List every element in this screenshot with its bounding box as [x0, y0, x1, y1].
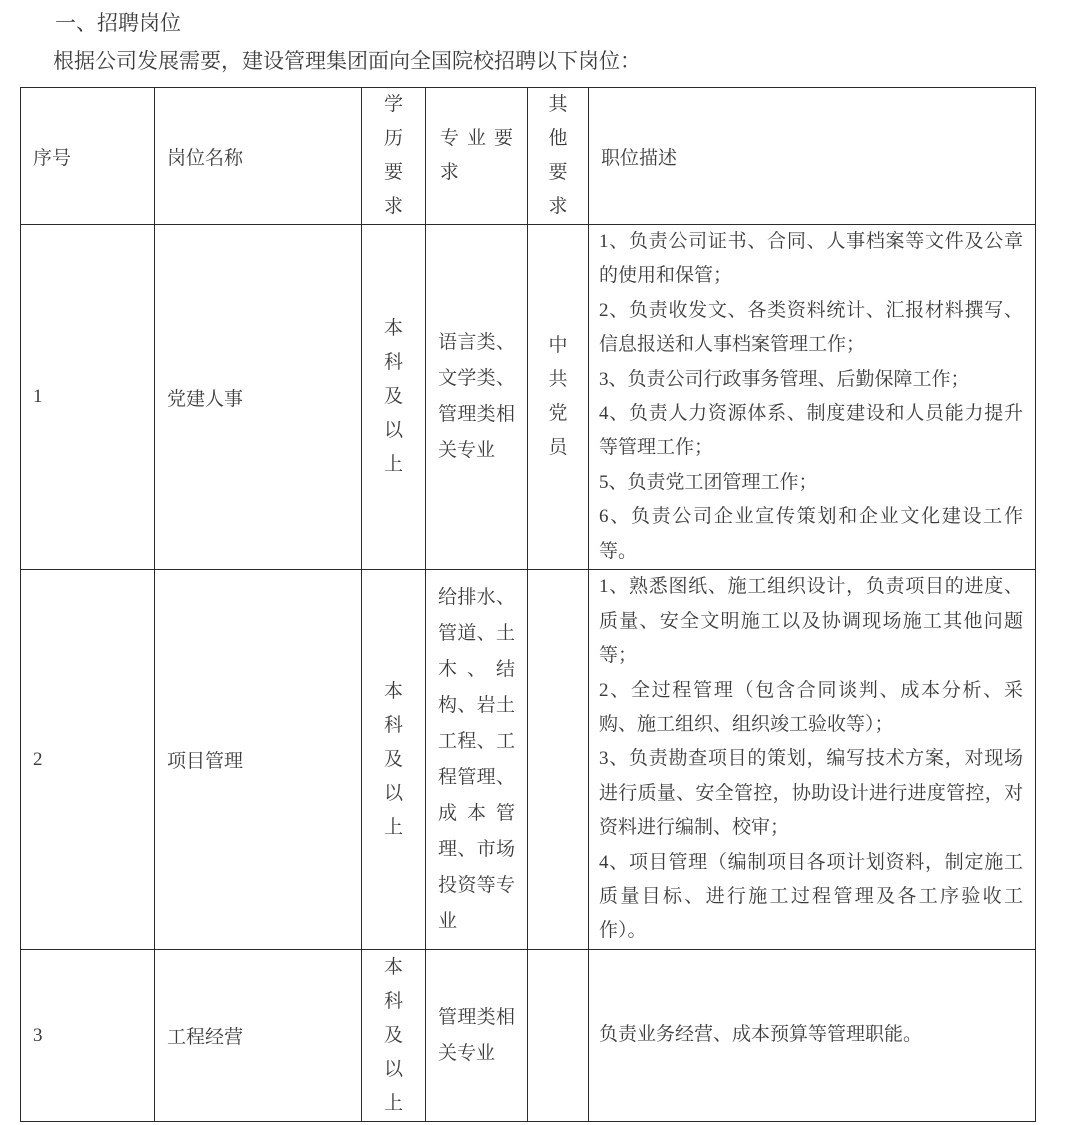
- education-text: 本科及以上: [383, 680, 403, 838]
- cell-position: 党建人事: [155, 225, 362, 570]
- major-text: 给排水、管道、土木、结构、岩土工程、工程管理、成本管理、市场投资等专业: [438, 586, 515, 932]
- header-education-label: 学历要求: [383, 94, 403, 217]
- cell-description: [589, 225, 1036, 570]
- header-no: [21, 88, 155, 225]
- major-text: 管理类相关专业: [438, 1006, 515, 1064]
- header-other: [528, 88, 589, 225]
- cell-major: [426, 225, 528, 570]
- cell-education: [362, 950, 426, 1122]
- description-item: 4、负责人力资源体系、制度建设和人员能力提升等管理工作；: [599, 403, 1023, 459]
- header-education: [362, 88, 426, 225]
- header-description-label: 职位描述: [601, 147, 678, 169]
- education-text: 本科及以上: [383, 956, 403, 1114]
- header-position: [155, 88, 362, 225]
- other-text: 中共党员: [548, 335, 568, 459]
- cell-other: [528, 225, 589, 570]
- education-text: 本科及以上: [383, 318, 403, 476]
- intro-text: 根据公司发展需要，建设管理集团面向全国院校招聘以下岗位：: [53, 49, 641, 73]
- description-item: 负责业务经营、成本预算等管理职能。: [599, 1024, 923, 1046]
- header-major: [426, 88, 528, 225]
- description-item: 1、熟悉图纸、施工组织设计，负责项目的进度、质量、安全文明施工以及协调现场施工其他问题等；: [599, 576, 1023, 667]
- description-item: 3、负责公司行政事务管理、后勤保障工作；: [599, 368, 970, 390]
- cell-description: [589, 950, 1036, 1122]
- cell-major: [426, 570, 528, 950]
- header-major-label: 专业要求: [439, 128, 514, 183]
- table-row: [21, 950, 1036, 1122]
- description-item: 5、负责党工团管理工作；: [599, 471, 818, 493]
- description-item: 6、负责公司企业宣传策划和企业文化建设工作等。: [599, 506, 1023, 562]
- description-item: 3、负责勘查项目的策划，编写技术方案，对现场进行质量、安全管控，协助设计进行进度管控，对资料进行编制、校审；: [599, 748, 1023, 839]
- cell-no: 2: [21, 570, 155, 950]
- table-row: [21, 225, 1036, 570]
- cell-education: [362, 570, 426, 950]
- description-item: 4、项目管理（编制项目各项计划资料，制定施工质量目标、进行施工过程管理及各工序验收工作）。: [599, 851, 1023, 942]
- cell-no: 3: [21, 950, 155, 1122]
- description-item: 1、负责公司证书、合同、人事档案等文件及公章的使用和保管；: [599, 231, 1023, 287]
- cell-no: 1: [21, 225, 155, 570]
- cell-major: [426, 950, 528, 1122]
- cell-position: 工程经营: [155, 950, 362, 1122]
- header-other-label: 其他要求: [548, 94, 568, 217]
- cell-other: [528, 570, 589, 950]
- cell-position: 项目管理: [155, 570, 362, 950]
- section-title: 一、招聘岗位: [55, 11, 181, 35]
- header-position-label: 岗位名称: [167, 147, 244, 169]
- table-row: [21, 570, 1036, 950]
- positions-table: [20, 87, 1036, 1122]
- cell-education: [362, 225, 426, 570]
- description-item: 2、全过程管理（包含合同谈判、成本分析、采购、施工组织、组织竣工验收等）；: [599, 679, 1023, 735]
- table-header-row: [21, 88, 1036, 225]
- cell-description: [589, 570, 1036, 950]
- header-description: [589, 88, 1036, 225]
- major-text: 语言类、文学类、管理类相关专业: [438, 332, 515, 462]
- header-no-label: 序号: [33, 147, 72, 169]
- cell-other: [528, 950, 589, 1122]
- description-item: 2、负责收发文、各类资料统计、汇报材料撰写、信息报送和人事档案管理工作；: [599, 299, 1023, 356]
